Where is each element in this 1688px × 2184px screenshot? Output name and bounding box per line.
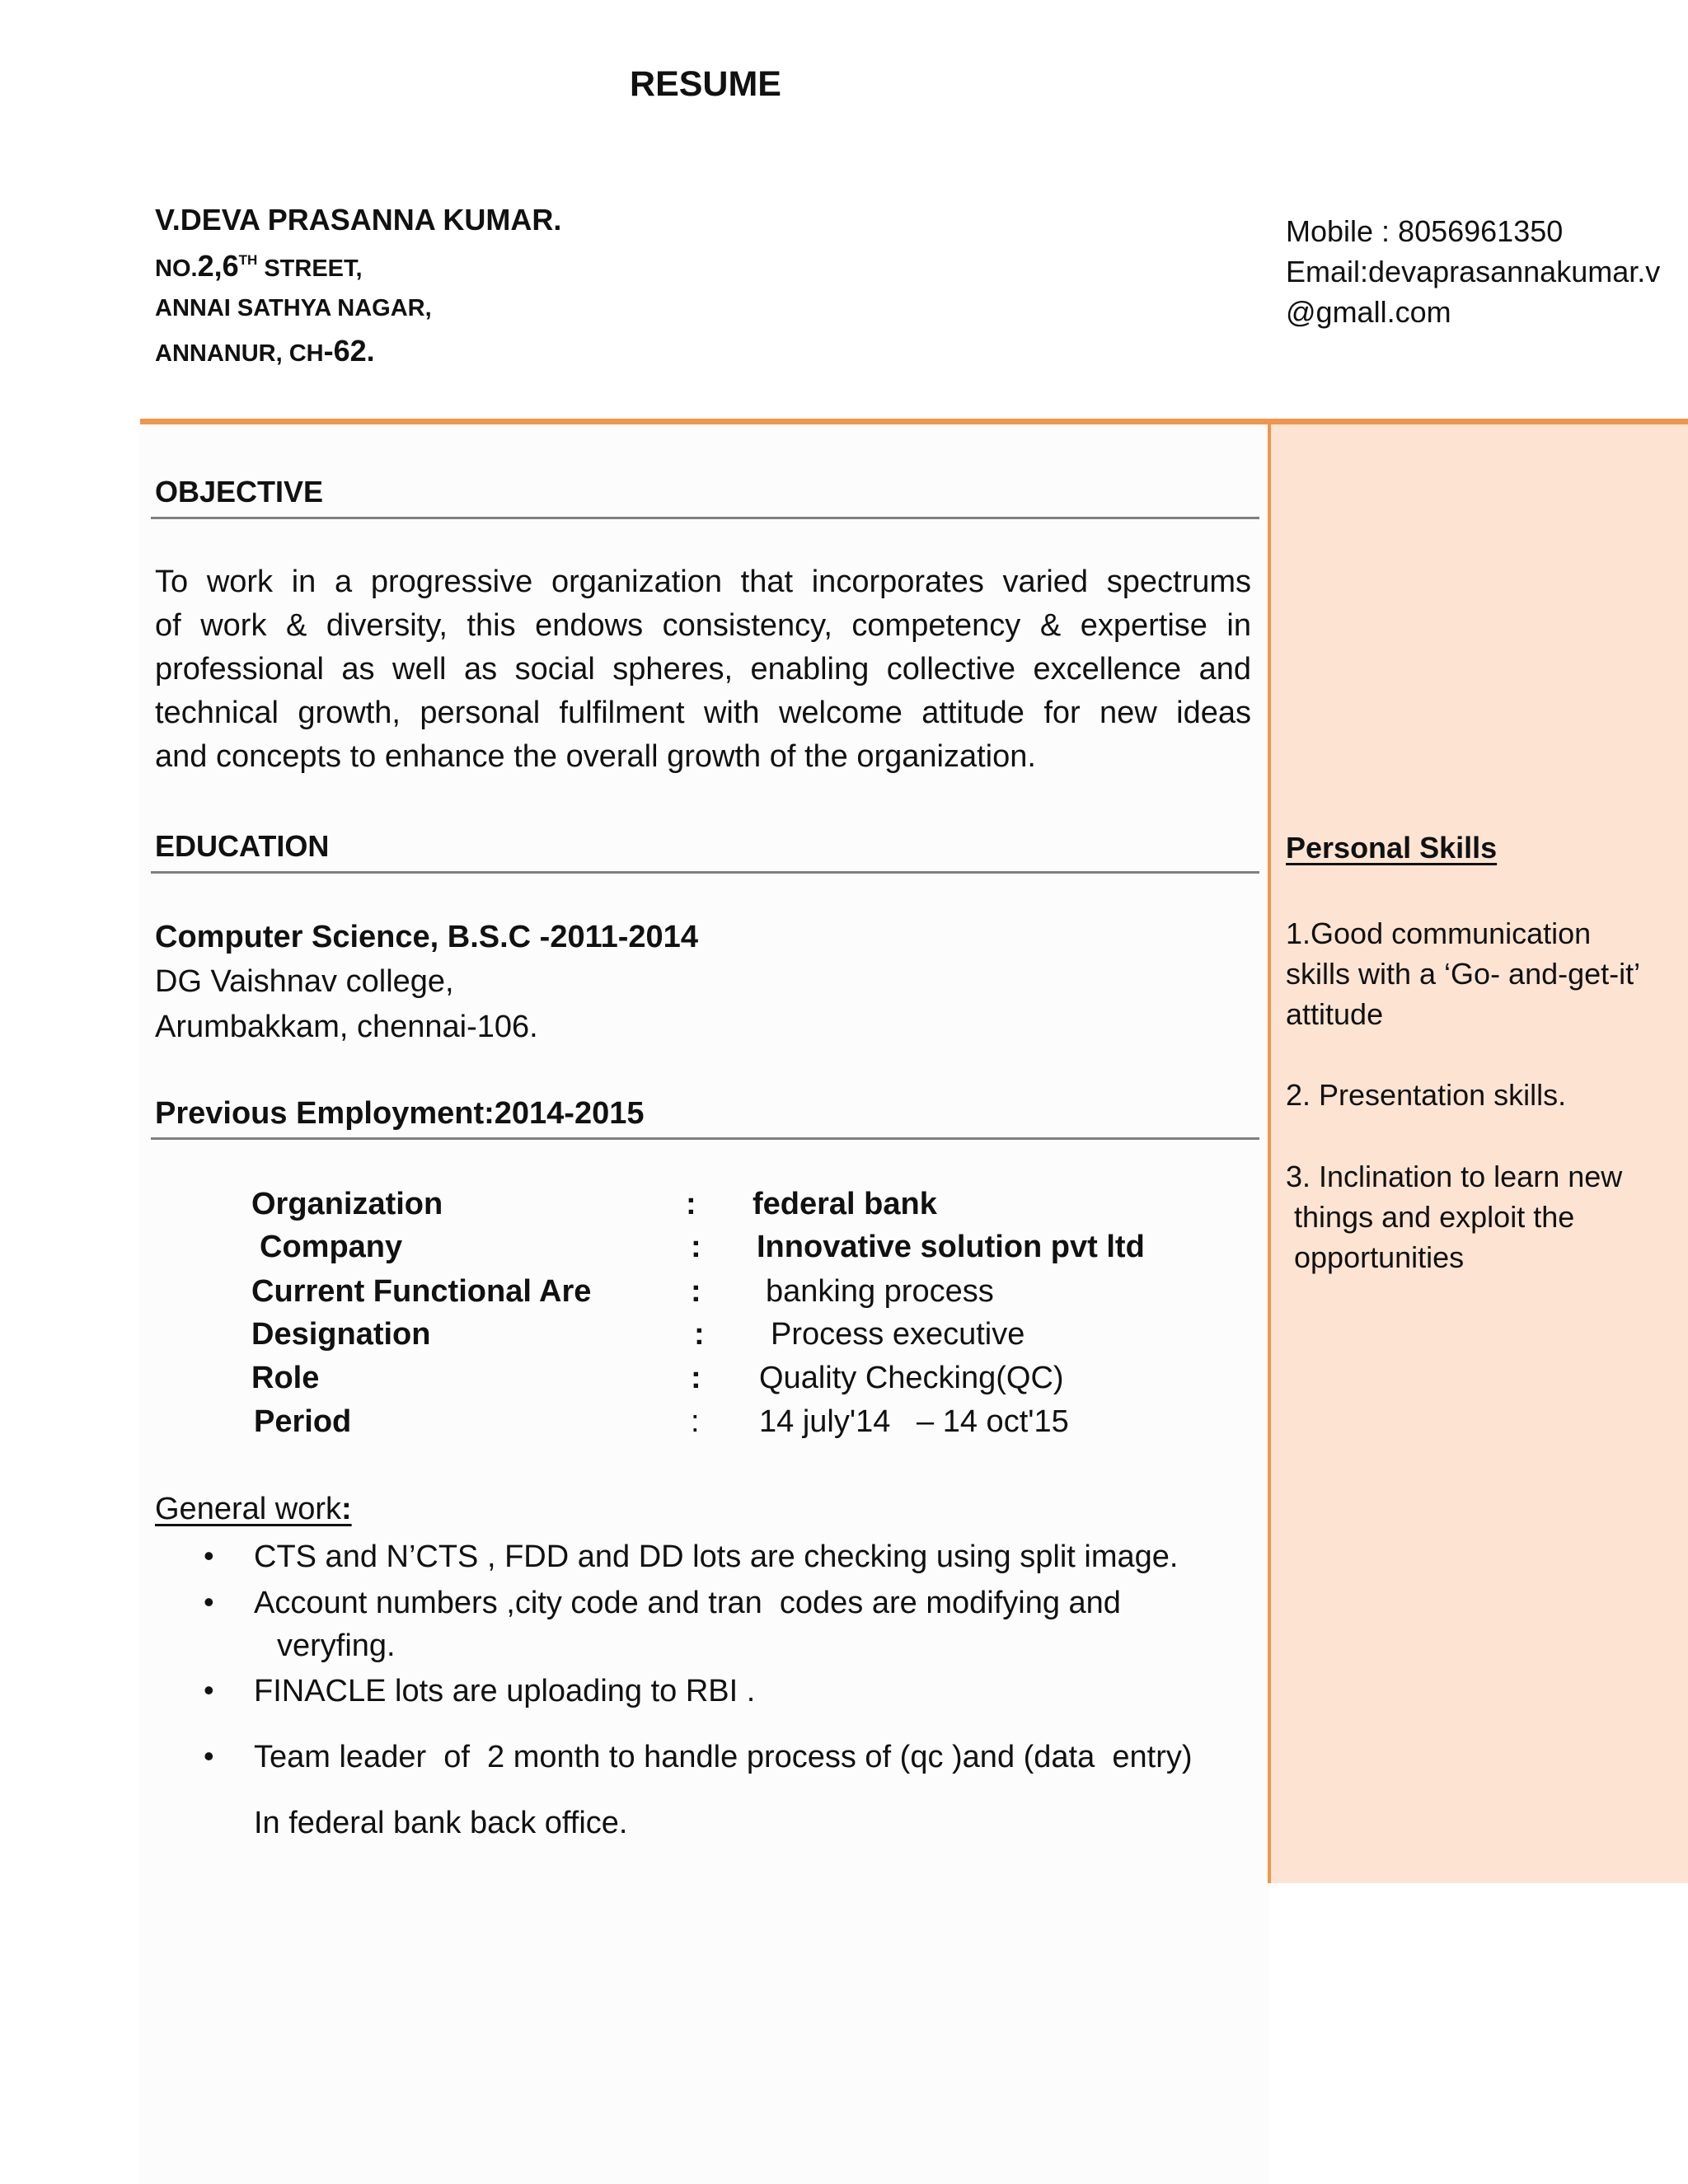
bullet-icon: •	[204, 1739, 214, 1773]
objective-heading: OBJECTIVE	[155, 475, 324, 509]
employment-value-company: Innovative solution pvt ltd	[757, 1230, 1145, 1264]
address-pincode: -62.	[323, 334, 375, 368]
address-house-prefix: NO.	[155, 255, 198, 282]
objective-line: professional as well as social spheres, enabling collective excellence and	[155, 652, 1251, 687]
education-college: DG Vaishnav college,	[155, 964, 454, 999]
employment-colon: :	[686, 1187, 696, 1221]
general-work-item: CTS and N’CTS , FDD and DD lots are checking using split image.	[254, 1540, 1179, 1574]
employment-value-role: Quality Checking(QC)	[759, 1361, 1064, 1395]
general-work-item: Team leader of 2 month to handle process of (qc )and (data entry)	[254, 1740, 1193, 1774]
employment-label-functional-area: Current Functional Are	[251, 1274, 592, 1309]
address-line-2: ANNAI SATHYA NAGAR,	[155, 295, 432, 321]
employment-colon: :	[691, 1404, 700, 1439]
employment-colon: :	[694, 1317, 705, 1352]
address-line-3	[155, 334, 375, 368]
objective-paragraph	[155, 560, 1251, 779]
general-work-item-continuation: In federal bank back office.	[254, 1806, 628, 1840]
employment-label-period: Period	[254, 1404, 352, 1439]
address-house-number: 2,6	[197, 249, 239, 283]
skill-line: 1.Good communication	[1286, 916, 1592, 950]
candidate-name: V.DEVA PRASANNA KUMAR.	[155, 203, 562, 237]
resume-title: RESUME	[630, 64, 781, 104]
education-heading: EDUCATION	[155, 829, 330, 863]
address-city: ANNANUR, CH	[155, 340, 324, 367]
objective-line: of work & diversity, this endows consistency, competency & expertise in	[155, 608, 1251, 643]
employment-colon: :	[691, 1361, 701, 1395]
education-rule	[151, 871, 1259, 874]
employment-colon: :	[691, 1274, 701, 1309]
objective-line: To work in a progressive organization that incorporates varied spectrums	[155, 565, 1251, 599]
objective-line: and concepts to enhance the overall growth of the organization.	[155, 739, 1036, 774]
address-ordinal-suffix: TH	[238, 252, 258, 268]
personal-skills-heading: Personal Skills	[1286, 831, 1498, 865]
skill-line: skills with a ‘Go- and-get-it’	[1286, 957, 1641, 991]
objective-rule	[151, 517, 1259, 519]
contact-email-line-1: Email:devaprasannakumar.v	[1286, 255, 1661, 288]
employment-value-functional-area: banking process	[766, 1274, 994, 1309]
contact-mobile: Mobile : 8056961350	[1286, 214, 1564, 248]
employment-value-period: 14 july'14 – 14 oct'15	[759, 1404, 1069, 1439]
employment-label-company: Company	[260, 1230, 403, 1264]
skill-line: things and exploit the	[1286, 1200, 1575, 1234]
skill-line: opportunities	[1286, 1240, 1465, 1274]
general-work-heading	[155, 1492, 352, 1527]
employment-rule	[151, 1137, 1259, 1140]
skill-line: 3. Inclination to learn new	[1286, 1160, 1623, 1193]
education-degree: Computer Science, B.S.C -2011-2014	[155, 920, 698, 954]
general-work-heading-colon: :	[340, 1492, 352, 1526]
employment-label-designation: Designation	[251, 1317, 431, 1352]
general-work-item-continuation: veryfing.	[277, 1629, 396, 1663]
employment-colon: :	[691, 1230, 701, 1264]
header-divider	[140, 419, 1688, 424]
sidebar-panel	[1268, 424, 1688, 1883]
bullet-icon: •	[204, 1673, 214, 1707]
employment-value-organization: federal bank	[753, 1187, 937, 1221]
employment-label-role: Role	[251, 1361, 320, 1395]
employment-heading: Previous Employment:2014-2015	[155, 1096, 645, 1131]
bullet-icon: •	[204, 1585, 214, 1619]
education-location: Arumbakkam, chennai-106.	[155, 1010, 538, 1044]
general-work-item: Account numbers ,city code and tran codes are modifying and	[254, 1586, 1121, 1620]
contact-email-line-2: @gmall.com	[1286, 295, 1451, 329]
skill-line: attitude	[1286, 997, 1384, 1031]
bullet-icon: •	[204, 1539, 214, 1572]
general-work-heading-text: General work	[155, 1492, 341, 1526]
employment-value-designation: Process executive	[771, 1317, 1025, 1352]
address-street: STREET,	[257, 255, 363, 282]
address-line-1	[155, 249, 363, 284]
general-work-item: FINACLE lots are uploading to RBI .	[254, 1674, 756, 1708]
objective-line: technical growth, personal fulfilment with welcome attitude for new ideas	[155, 696, 1251, 730]
skill-line: 2. Presentation skills.	[1286, 1078, 1567, 1112]
employment-label-organization: Organization	[251, 1187, 443, 1221]
